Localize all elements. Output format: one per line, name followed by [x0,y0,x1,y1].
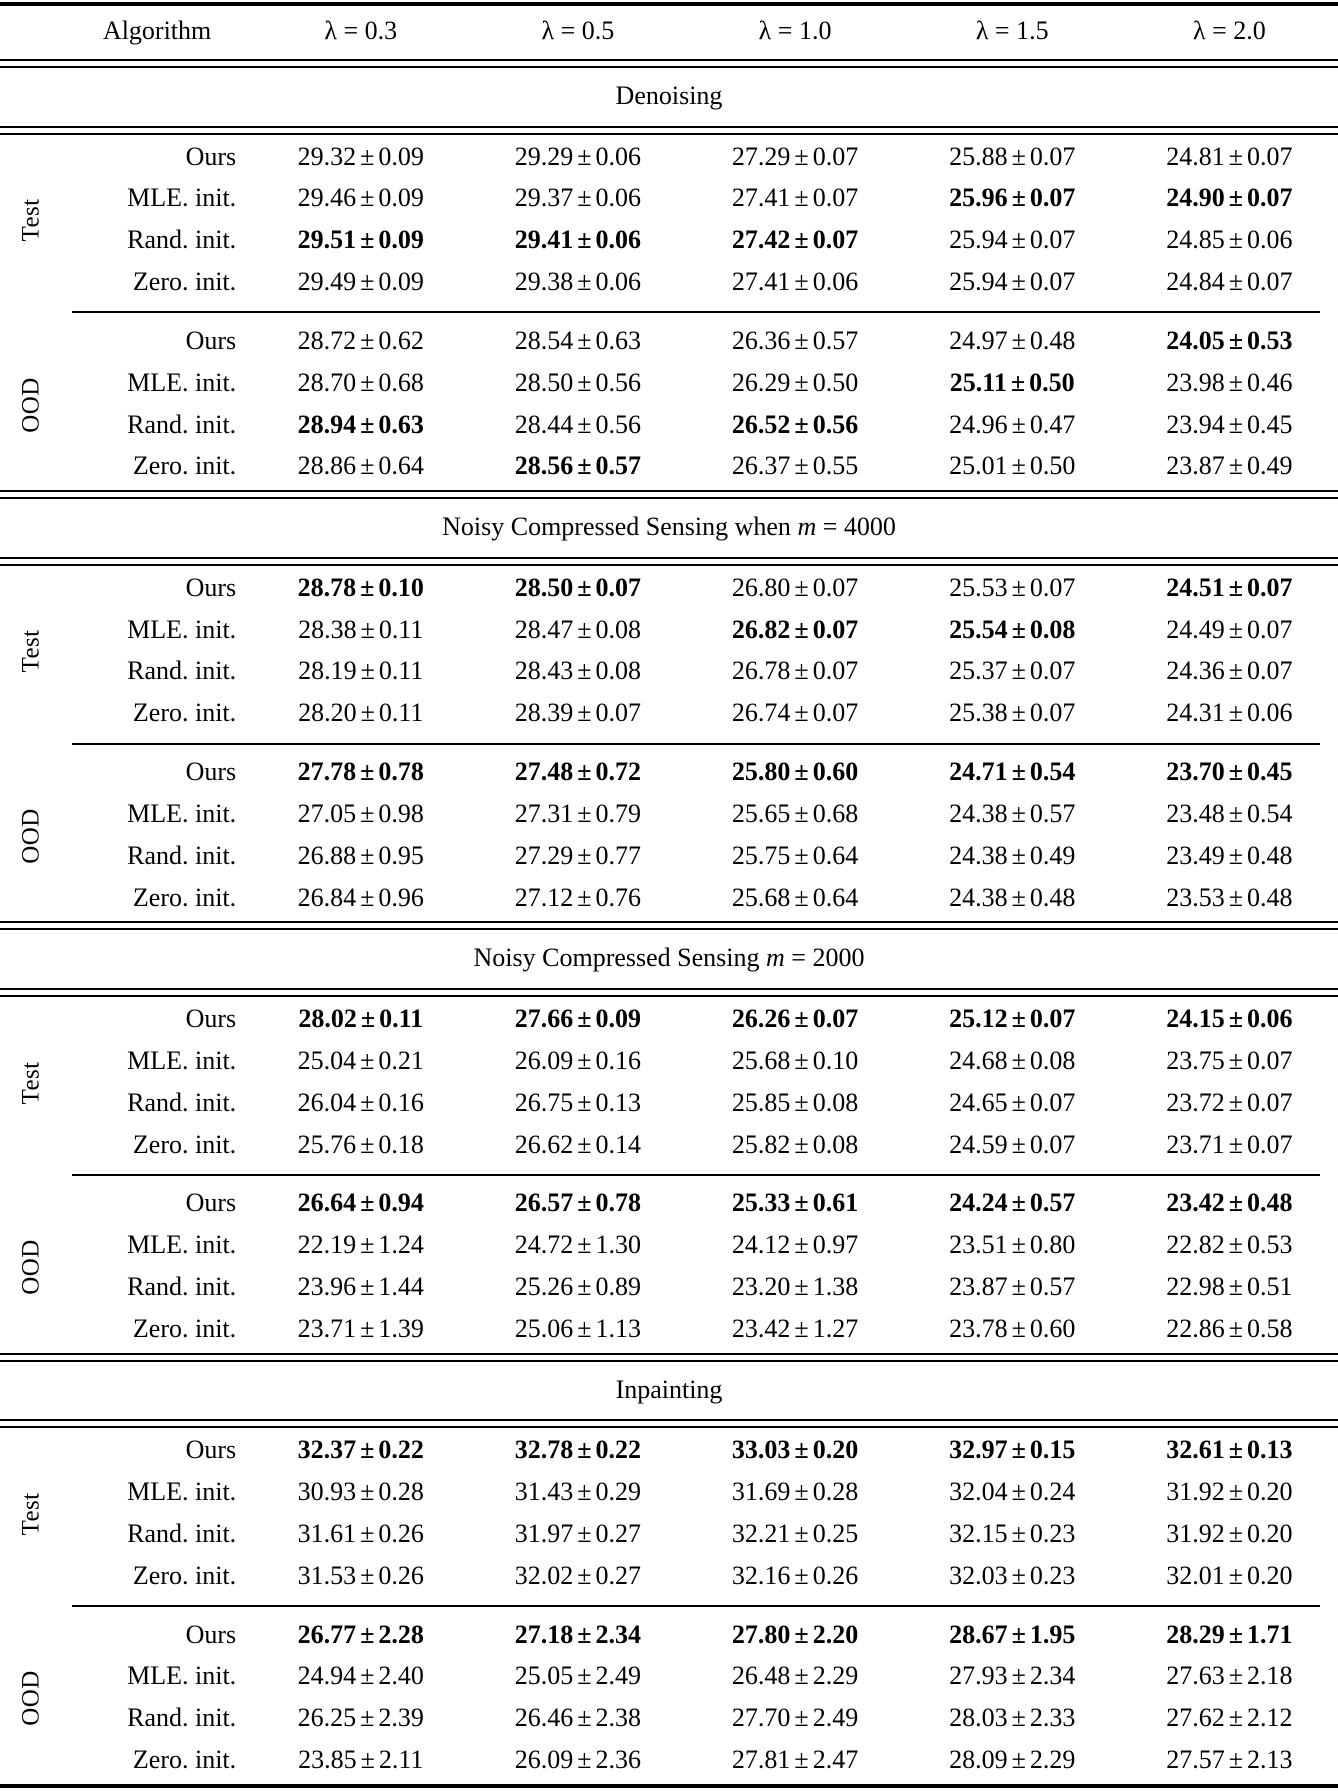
cell-value: 28.56 ± 0.57 [514,451,642,481]
row-label-algorithm: Rand. init. [127,1703,237,1733]
cell-value: 27.05 ± 0.98 [297,798,424,828]
cell-value: 24.94 ± 2.40 [297,1661,424,1691]
table-row [0,610,1338,652]
table-row [0,405,1338,447]
cell-value: 28.38 ± 0.11 [298,614,424,644]
table-row [0,1225,1338,1267]
table-row [0,999,1338,1041]
cell-value: 32.16 ± 0.26 [731,1560,859,1590]
section-title: Inpainting [615,1374,723,1404]
cell-value: 26.04 ± 0.16 [297,1087,424,1117]
row-label-algorithm: Zero. init. [132,451,237,481]
cell-value: 23.71 ± 0.07 [1166,1129,1293,1159]
section-rule-above-1 [0,57,1338,70]
cell-value: 22.86 ± 0.58 [1166,1313,1293,1343]
row-group-label-text: Test [17,630,45,673]
cell-value: 26.46 ± 2.38 [514,1703,642,1733]
cell-value: 23.75 ± 0.07 [1166,1045,1293,1075]
table-row [0,220,1338,262]
cell-value: 28.02 ± 0.11 [298,1004,424,1034]
cell-value: 31.97 ± 0.27 [514,1518,642,1548]
table-row [0,1309,1338,1351]
cell-value: 28.20 ± 0.11 [298,698,424,728]
row-label-algorithm: Rand. init. [127,1272,237,1301]
row-label-algorithm: Rand. init. [127,1087,237,1117]
row-group-label-test [0,999,62,1166]
cell-value: 25.65 ± 0.68 [731,798,859,828]
cell-value: 27.70 ± 2.49 [731,1703,859,1733]
row-group-label-text: Test [17,1061,45,1105]
cell-value: 25.38 ± 0.07 [949,698,1076,728]
row-label-algorithm: Zero. init. [132,882,237,912]
section-rule-below-1-line [0,124,1338,137]
cell-value: 26.57 ± 0.78 [514,1188,642,1218]
cell-value: 28.72 ± 0.62 [297,325,424,355]
cell-value: 32.03 ± 0.23 [949,1560,1076,1590]
header-rotated-spacer [0,7,62,57]
section-rule-above-4-line [0,1351,1338,1364]
cell-value: 27.81 ± 2.47 [731,1745,859,1775]
column-header-algorithm: Algorithm [102,16,212,45]
table-bottom-rule-line [0,1782,1338,1791]
cell-value: 26.62 ± 0.14 [514,1129,642,1159]
cell-value: 26.74 ± 0.07 [731,698,859,728]
row-label-algorithm: Ours [185,572,237,602]
row-label-algorithm: MLE. init. [127,1477,237,1507]
table-bottom-rule [0,1782,1338,1791]
table-row [0,651,1338,693]
cell-value: 26.52 ± 0.56 [731,409,859,439]
row-label-algorithm: Ours [185,757,237,787]
section-rule-below-4-line [0,1417,1338,1430]
row-label-algorithm: MLE. init. [127,1661,237,1691]
cell-value: 27.29 ± 0.77 [514,840,642,870]
cell-value: 28.03 ± 2.33 [949,1703,1076,1733]
row-label-algorithm: MLE. init. [127,367,237,397]
row-group-label-text: Test [17,1492,45,1536]
cell-value: 31.69 ± 0.28 [731,1477,859,1507]
column-header-lambda-2: λ = 0.5 [541,16,615,45]
cell-value: 33.03 ± 0.20 [731,1435,859,1465]
cell-value: 31.53 ± 0.26 [297,1560,424,1590]
cell-value: 23.20 ± 1.38 [731,1272,859,1301]
cell-value: 27.41 ± 0.07 [731,183,859,213]
column-header-lambda-3: λ = 1.0 [758,16,832,45]
group-separator-rule-3-1 [0,1166,1338,1183]
cell-value: 23.94 ± 0.45 [1166,409,1293,439]
cell-value: 26.26 ± 0.07 [731,1004,859,1034]
row-group-label-test [0,137,62,304]
cell-value: 31.61 ± 0.26 [297,1518,424,1548]
cell-value: 24.85 ± 0.06 [1166,225,1293,255]
cell-value: 28.78 ± 0.10 [297,572,424,602]
cell-value: 23.72 ± 0.07 [1166,1087,1293,1117]
cell-value: 27.48 ± 0.72 [514,757,642,787]
cell-value: 23.85 ± 2.11 [298,1745,424,1775]
group-separator-rule-3-1-line [0,1166,1338,1183]
cell-value: 26.64 ± 0.94 [297,1188,424,1218]
cell-value: 25.12 ± 0.07 [949,1004,1076,1034]
cell-value: 25.33 ± 0.61 [731,1188,859,1218]
cell-value: 29.38 ± 0.06 [514,267,642,297]
cell-value: 24.15 ± 0.06 [1166,1004,1293,1034]
cell-value: 26.88 ± 0.95 [297,840,424,870]
row-label-algorithm: MLE. init. [127,183,237,213]
cell-value: 25.01 ± 0.50 [949,451,1076,481]
cell-value: 24.36 ± 0.07 [1166,656,1293,686]
section-rule-below-3 [0,986,1338,999]
cell-value: 25.96 ± 0.07 [949,183,1076,213]
cell-value: 26.36 ± 0.57 [731,325,859,355]
cell-value: 24.31 ± 0.06 [1166,698,1293,728]
section-rule-above-3 [0,919,1338,932]
row-group-label-text: OOD [17,1239,45,1295]
table-row [0,752,1338,794]
row-group-label-ood [0,1183,62,1350]
cell-value: 31.92 ± 0.20 [1166,1518,1293,1548]
cell-value: 27.41 ± 0.06 [731,267,859,297]
cell-value: 23.70 ± 0.45 [1166,757,1293,787]
cell-value: 25.05 ± 2.49 [514,1661,642,1691]
cell-value: 25.76 ± 0.18 [297,1129,424,1159]
table-row [0,878,1338,920]
cell-value: 25.11 ± 0.50 [949,367,1075,397]
cell-value: 26.09 ± 2.36 [514,1745,642,1775]
row-label-algorithm: MLE. init. [127,1230,237,1260]
row-group-label-ood [0,321,62,488]
table-row [0,1556,1338,1598]
cell-value: 24.49 ± 0.07 [1166,614,1293,644]
table-row [0,1472,1338,1514]
cell-value: 29.46 ± 0.09 [297,183,424,213]
cell-value: 32.97 ± 0.15 [949,1435,1076,1465]
cell-value: 28.47 ± 0.08 [514,614,642,644]
row-label-algorithm: Rand. init. [127,840,237,870]
cell-value: 32.15 ± 0.23 [949,1518,1076,1548]
group-separator-rule-1-1 [0,304,1338,321]
cell-value: 29.32 ± 0.09 [297,141,424,171]
row-label-algorithm: Ours [185,1435,237,1465]
section-rule-above-2-line [0,488,1338,501]
table-row [0,794,1338,836]
cell-value: 27.29 ± 0.07 [731,141,859,171]
cell-value: 24.72 ± 1.30 [514,1230,642,1260]
table-row [0,1125,1338,1167]
table-row [0,1740,1338,1782]
cell-value: 29.41 ± 0.06 [514,225,642,255]
row-label-algorithm: Ours [185,141,237,171]
cell-value: 23.98 ± 0.46 [1166,367,1293,397]
table-row [0,1430,1338,1472]
table-row [0,1267,1338,1309]
cell-value: 23.87 ± 0.49 [1166,451,1293,481]
section-rule-below-2-line [0,555,1338,568]
cell-value: 24.84 ± 0.07 [1166,267,1293,297]
row-label-algorithm: Zero. init. [132,267,237,297]
table-row [0,693,1338,735]
table-row [0,321,1338,363]
section-title: Noisy Compressed Sensing m = 2000 [473,943,865,973]
cell-value: 24.71 ± 0.54 [949,757,1076,787]
cell-value: 26.37 ± 0.55 [731,451,859,481]
cell-value: 24.51 ± 0.07 [1166,572,1293,602]
cell-value: 25.82 ± 0.08 [731,1129,859,1159]
row-group-label-text: OOD [17,376,45,433]
cell-value: 24.38 ± 0.49 [949,840,1076,870]
cell-value: 31.92 ± 0.20 [1166,1477,1293,1507]
cell-value: 27.80 ± 2.20 [731,1619,859,1649]
table-top-rule [0,0,1338,7]
row-label-algorithm: MLE. init. [127,614,237,644]
cell-value: 28.44 ± 0.56 [514,409,642,439]
cell-value: 25.68 ± 0.64 [731,882,859,912]
cell-value: 23.42 ± 0.48 [1166,1188,1293,1218]
cell-value: 23.42 ± 1.27 [731,1313,859,1343]
row-group-label-ood [0,752,62,919]
column-header-lambda-4: λ = 1.5 [975,16,1049,45]
row-label-algorithm: Rand. init. [127,409,237,439]
table-row [0,178,1338,220]
section-title-row-4 [0,1364,1338,1418]
cell-value: 27.18 ± 2.34 [514,1619,642,1649]
group-separator-rule-2-1-line [0,735,1338,752]
cell-value: 23.53 ± 0.48 [1166,882,1293,912]
cell-value: 27.12 ± 0.76 [514,882,642,912]
cell-value: 30.93 ± 0.28 [297,1477,424,1507]
row-label-algorithm: MLE. init. [127,798,237,828]
cell-value: 25.54 ± 0.08 [949,614,1076,644]
cell-value: 22.82 ± 0.53 [1166,1230,1293,1260]
group-separator-rule-2-1 [0,735,1338,752]
cell-value: 25.06 ± 1.13 [514,1313,642,1343]
cell-value: 23.49 ± 0.48 [1166,840,1293,870]
table-row [0,137,1338,179]
row-label-algorithm: MLE. init. [127,1045,237,1075]
cell-value: 23.78 ± 0.60 [949,1313,1076,1343]
cell-value: 24.12 ± 0.97 [731,1230,859,1260]
table-row [0,1041,1338,1083]
cell-value: 25.94 ± 0.07 [949,267,1076,297]
cell-value: 28.39 ± 0.07 [514,698,642,728]
section-title-row-3 [0,932,1338,986]
cell-value: 27.63 ± 2.18 [1166,1661,1293,1691]
cell-value: 26.84 ± 0.96 [297,882,424,912]
cell-value: 25.04 ± 0.21 [297,1045,424,1075]
table-row [0,568,1338,610]
table-row [0,1183,1338,1225]
row-group-label-ood [0,1615,62,1782]
cell-value: 32.78 ± 0.22 [514,1435,642,1465]
cell-value: 25.85 ± 0.08 [731,1087,859,1117]
cell-value: 25.75 ± 0.64 [731,840,859,870]
cell-value: 26.82 ± 0.07 [731,614,859,644]
row-group-label-test [0,568,62,735]
cell-value: 28.54 ± 0.63 [514,325,642,355]
cell-value: 28.70 ± 0.68 [297,367,424,397]
cell-value: 23.51 ± 0.80 [949,1230,1076,1260]
cell-value: 25.88 ± 0.07 [949,141,1076,171]
table-row [0,1615,1338,1657]
row-label-algorithm: Ours [185,1004,237,1034]
cell-value: 29.51 ± 0.09 [297,225,424,255]
cell-value: 24.59 ± 0.07 [949,1129,1076,1159]
cell-value: 28.67 ± 1.95 [949,1619,1076,1649]
section-title: Denoising [615,81,723,110]
cell-value: 26.75 ± 0.13 [514,1087,642,1117]
cell-value: 25.37 ± 0.07 [949,656,1076,686]
table-row [0,363,1338,405]
cell-value: 25.53 ± 0.07 [949,572,1076,602]
cell-value: 32.01 ± 0.20 [1166,1560,1293,1590]
cell-value: 29.37 ± 0.06 [514,183,642,213]
cell-value: 22.98 ± 0.51 [1166,1272,1293,1301]
cell-value: 27.78 ± 0.78 [297,757,424,787]
cell-value: 24.81 ± 0.07 [1166,141,1293,171]
section-rule-below-1 [0,124,1338,137]
row-group-label-text: OOD [17,1670,45,1726]
cell-value: 26.80 ± 0.07 [731,572,859,602]
cell-value: 27.31 ± 0.79 [514,798,642,828]
cell-value: 24.05 ± 0.53 [1166,325,1293,355]
cell-value: 23.87 ± 0.57 [949,1272,1076,1301]
cell-value: 29.49 ± 0.09 [297,267,424,297]
column-header-lambda-5: λ = 2.0 [1193,16,1266,45]
cell-value: 32.37 ± 0.22 [297,1435,424,1465]
cell-value: 27.57 ± 2.13 [1166,1745,1293,1775]
cell-value: 32.21 ± 0.25 [731,1518,859,1548]
cell-value: 26.09 ± 0.16 [514,1045,642,1075]
cell-value: 22.19 ± 1.24 [297,1230,424,1260]
cell-value: 27.66 ± 0.09 [514,1004,642,1034]
row-group-label-text: OOD [17,808,45,864]
cell-value: 31.43 ± 0.29 [514,1477,642,1507]
row-group-label-text: Test [17,198,45,242]
cell-value: 24.90 ± 0.07 [1166,183,1293,213]
table-row [0,1698,1338,1740]
table-row [0,836,1338,878]
row-label-algorithm: Zero. init. [132,1560,237,1590]
section-title-row-2 [0,501,1338,555]
cell-value: 28.29 ± 1.71 [1166,1619,1293,1649]
cell-value: 32.61 ± 0.13 [1166,1435,1293,1465]
row-label-algorithm: Rand. init. [127,225,237,255]
row-label-algorithm: Zero. init. [132,698,237,728]
section-rule-below-4 [0,1417,1338,1430]
row-label-algorithm: Zero. init. [132,1745,237,1775]
cell-value: 26.78 ± 0.07 [731,656,859,686]
cell-value: 32.02 ± 0.27 [514,1560,642,1590]
section-rule-above-4 [0,1351,1338,1364]
table-row [0,1083,1338,1125]
cell-value: 28.50 ± 0.07 [514,572,642,602]
cell-value: 23.48 ± 0.54 [1166,798,1293,828]
cell-value: 26.25 ± 2.39 [297,1703,424,1733]
cell-value: 25.68 ± 0.10 [731,1045,859,1075]
row-label-algorithm: Zero. init. [132,1129,237,1159]
cell-value: 23.96 ± 1.44 [297,1272,424,1301]
cell-value: 27.93 ± 2.34 [949,1661,1076,1691]
table-row [0,262,1338,304]
cell-value: 28.86 ± 0.64 [297,451,424,481]
section-title: Noisy Compressed Sensing when m = 4000 [442,512,896,542]
cell-value: 28.50 ± 0.56 [514,367,642,397]
cell-value: 24.96 ± 0.47 [949,409,1076,439]
cell-value: 24.68 ± 0.08 [949,1045,1076,1075]
group-separator-rule-4-1-line [0,1598,1338,1615]
cell-value: 25.80 ± 0.60 [731,757,859,787]
table-top-rule-line [0,0,1338,7]
row-label-algorithm: Rand. init. [127,656,237,686]
row-label-algorithm: Ours [185,325,237,355]
cell-value: 26.29 ± 0.50 [731,367,859,397]
cell-value: 26.77 ± 2.28 [297,1619,424,1649]
cell-value: 28.43 ± 0.08 [514,656,642,686]
column-header-lambda-1: λ = 0.3 [324,16,398,45]
cell-value: 25.26 ± 0.89 [514,1272,642,1301]
row-label-algorithm: Ours [185,1188,237,1218]
section-title-row-1 [0,70,1338,124]
section-rule-above-3-line [0,919,1338,932]
cell-value: 23.71 ± 1.39 [297,1313,424,1343]
row-label-algorithm: Zero. init. [132,1313,237,1343]
cell-value: 24.38 ± 0.57 [949,798,1076,828]
cell-value: 26.48 ± 2.29 [731,1661,859,1691]
cell-value: 29.29 ± 0.06 [514,141,642,171]
table-row [0,1656,1338,1698]
section-rule-above-2 [0,488,1338,501]
section-rule-below-2 [0,555,1338,568]
table-row [0,1514,1338,1556]
cell-value: 25.94 ± 0.07 [949,225,1076,255]
table-header-row [0,7,1338,57]
cell-value: 28.09 ± 2.29 [949,1745,1076,1775]
cell-value: 28.94 ± 0.63 [297,409,424,439]
group-separator-rule-4-1 [0,1598,1338,1615]
cell-value: 28.19 ± 0.11 [298,656,424,686]
row-group-label-test [0,1430,62,1597]
cell-value: 24.38 ± 0.48 [949,882,1076,912]
cell-value: 24.97 ± 0.48 [949,325,1076,355]
cell-value: 27.62 ± 2.12 [1166,1703,1293,1733]
cell-value: 24.65 ± 0.07 [949,1087,1076,1117]
group-separator-rule-1-1-line [0,304,1338,321]
section-rule-above-1-line [0,57,1338,70]
cell-value: 32.04 ± 0.24 [949,1477,1076,1507]
row-label-algorithm: Rand. init. [127,1518,237,1548]
section-rule-below-3-line [0,986,1338,999]
cell-value: 27.42 ± 0.07 [731,225,859,255]
cell-value: 24.24 ± 0.57 [949,1188,1076,1218]
table-row [0,446,1338,488]
row-label-algorithm: Ours [185,1619,237,1649]
